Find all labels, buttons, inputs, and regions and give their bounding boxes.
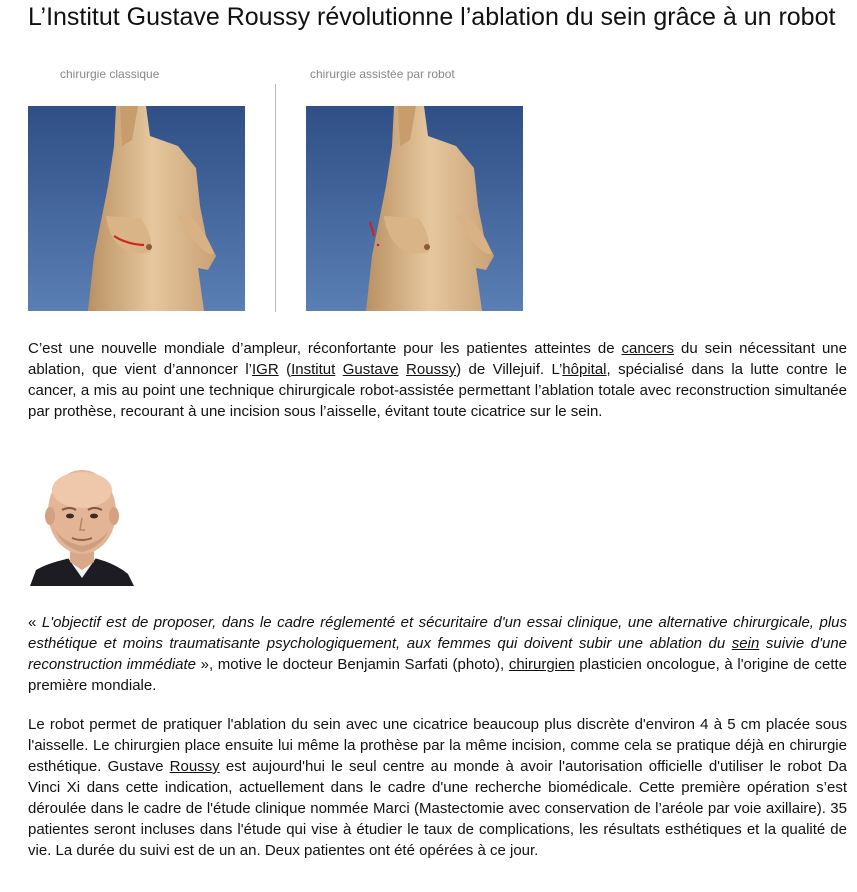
link-sein[interactable]: sein — [731, 635, 760, 652]
link-cancers[interactable]: cancers — [621, 340, 675, 357]
doctor-portrait-photo — [30, 466, 134, 586]
text — [399, 361, 406, 378]
text: , spécialisé dans la lutte contre le cancer, a mis au point une technique chirurgicale robot-assistée permettant l’ablation totale avec reconstruction simultanée par prothèse, recourant à une incision sous l’aisselle, évitant toute cicatrice sur le sein. — [28, 361, 847, 420]
quote-text: suivie d'une reconstruction immédiate — [28, 635, 847, 673]
link-institut[interactable]: Institut — [291, 361, 336, 378]
link-roussy-2[interactable]: Roussy — [169, 758, 220, 775]
quote-text: L'objectif est de proposer, dans le cadre réglementé et sécuritaire d'un essai clinique, une alternative chirurgicale, plus esthétique et moins traumatisante psychologiquement, aux femmes qui doivent subir une ablation du — [28, 614, 847, 652]
link-chirurgien[interactable]: chirurgien — [508, 656, 575, 673]
link-roussy[interactable]: Roussy — [406, 361, 457, 378]
caption-classic: chirurgie classique — [60, 70, 160, 81]
quote-paragraph — [28, 612, 847, 696]
figure-divider — [275, 84, 276, 312]
robot-surgery-illustration — [306, 106, 523, 311]
text: C’est une nouvelle mondiale d’ampleur, réconfortante pour les patientes atteintes de — [28, 340, 622, 357]
text: « — [28, 614, 42, 631]
text: plasticien oncologue, à l'origine de cette première mondiale. — [28, 656, 847, 694]
link-gustave[interactable]: Gustave — [342, 361, 399, 378]
classic-surgery-illustration — [28, 106, 245, 311]
article-title: L’Institut Gustave Roussy révolutionne l’ablation du sein grâce à un robot — [28, 3, 836, 31]
text: » — [196, 656, 209, 673]
text: est aujourd'hui le seul centre au monde à avoir l'autorisation officielle d'utiliser le robot Da Vinci Xi dans cette indication, actuellement dans le cadre d'une recherche biomédicale. Cette première opération s’est déroulée dans le cadre de l'étude clinique nommée Marci (Mastectomie avec conservation de l’aréole par voie axillaire). 35 patientes seront incluses dans l'étude qui vise à étudier le taux de complications, les résultats esthétiques et la qualité de vie. La durée du suivi est de un an. Deux patientes ont été opérées à ce jour. — [28, 758, 847, 859]
details-paragraph — [28, 714, 847, 861]
text: ) de Villejuif. L’ — [456, 361, 563, 378]
link-igr[interactable]: IGR — [252, 361, 279, 378]
text: , motive le docteur Benjamin Sarfati (photo), — [208, 656, 509, 673]
text: du sein nécessitant une ablation, que vient d’annoncer l’ — [28, 340, 847, 378]
link-hopital[interactable]: hôpital — [562, 361, 607, 378]
intro-paragraph — [28, 338, 847, 422]
surgery-comparison-figure — [28, 70, 528, 315]
text — [335, 361, 342, 378]
text: ( — [278, 361, 292, 378]
caption-robot: chirurgie assistée par robot — [310, 70, 455, 81]
text: Le robot permet de pratiquer l'ablation du sein avec une cicatrice beaucoup plus discrète d'environ 4 à 5 cm placée sous l'aisselle. Le chirurgien place ensuite lui même la prothèse par la même incision, comme cela se pratique déjà en chirurgie esthétique. Gustave — [28, 716, 847, 775]
